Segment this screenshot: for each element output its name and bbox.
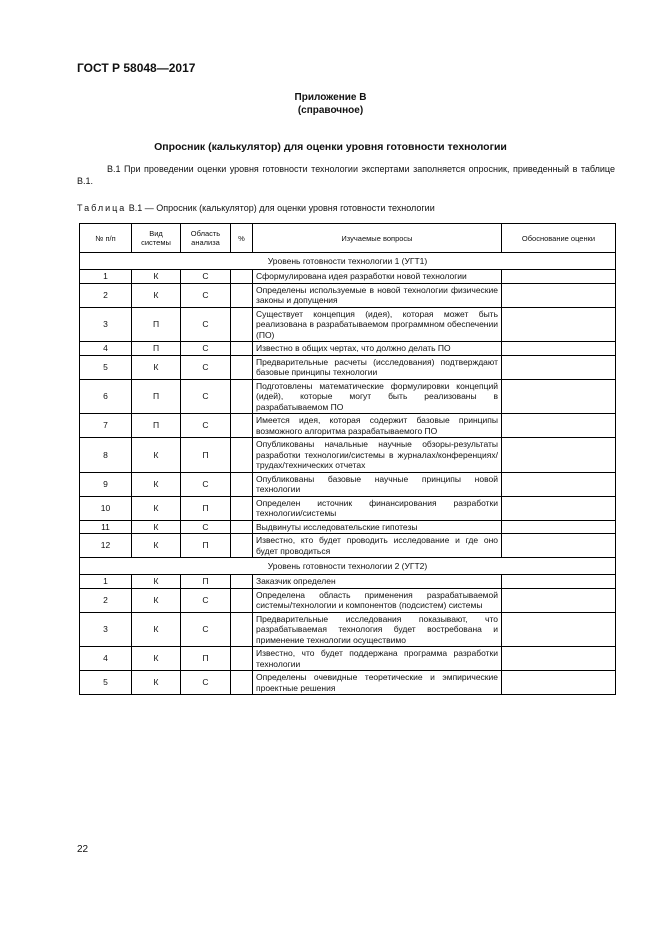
row-number: 1 (80, 575, 132, 589)
row-number: 9 (80, 472, 132, 496)
percent-cell (231, 270, 253, 284)
system-type-cell: К (132, 472, 181, 496)
row-number: 10 (80, 496, 132, 520)
justification-cell (502, 647, 616, 671)
justification-cell (502, 588, 616, 612)
system-type-cell: К (132, 520, 181, 534)
justification-cell (502, 270, 616, 284)
justification-cell (502, 534, 616, 558)
percent-cell (231, 534, 253, 558)
question-cell: Определена область применения разрабатываемой системы/технологии и компонентов (подсистем) системы (253, 588, 502, 612)
analysis-area-cell: С (181, 520, 231, 534)
justification-cell (502, 342, 616, 356)
table-row (80, 307, 616, 342)
intro-paragraph: В.1 При проведении оценки уровня готовности технологии экспертами заполняется опросник, приведенный в таблице В.1. (77, 164, 615, 186)
question-cell: Опубликованы начальные научные обзоры-результаты разработки технологии/системы в журналах/конференциях/трудах/технических отчетах (253, 438, 502, 473)
table-row (80, 283, 616, 307)
table-row (80, 270, 616, 284)
page-number: 22 (77, 844, 89, 855)
table-row (80, 671, 616, 695)
system-type-cell: К (132, 438, 181, 473)
system-type-cell: К (132, 647, 181, 671)
section-title: Опросник (калькулятор) для оценки уровня готовности технологии (154, 141, 507, 153)
question-cell: Подготовлены математические формулировки концепций (идей), которые могут быть реализованы в разрабатываемом ПО (253, 379, 502, 414)
analysis-area-cell: С (181, 588, 231, 612)
row-number: 12 (80, 534, 132, 558)
justification-cell (502, 472, 616, 496)
justification-cell (502, 671, 616, 695)
header-system-type: Вид системы (132, 224, 181, 253)
percent-cell (231, 496, 253, 520)
document-header: ГОСТ Р 58048—2017 (77, 61, 196, 75)
row-number: 5 (80, 355, 132, 379)
row-number: 8 (80, 438, 132, 473)
table-row (80, 647, 616, 671)
analysis-area-cell: С (181, 342, 231, 356)
analysis-area-cell: П (181, 534, 231, 558)
justification-cell (502, 438, 616, 473)
percent-cell (231, 379, 253, 414)
justification-cell (502, 283, 616, 307)
question-cell: Сформулирована идея разработки новой технологии (253, 270, 502, 284)
percent-cell (231, 612, 253, 647)
question-cell: Определены используемые в новой технологии физические законы и допущения (253, 283, 502, 307)
analysis-area-cell: П (181, 496, 231, 520)
question-cell: Опубликованы базовые научные принципы новой технологии (253, 472, 502, 496)
table-row (80, 534, 616, 558)
header-analysis-area: Область анализа (181, 224, 231, 253)
table-caption-prefix: Таблица (77, 203, 127, 213)
row-number: 3 (80, 307, 132, 342)
question-cell: Известно, кто будет проводить исследование и где оно будет проводиться (253, 534, 502, 558)
level-heading-row (80, 253, 616, 270)
question-cell: Предварительные расчеты (исследования) подтверждают базовые принципы технологии (253, 355, 502, 379)
percent-cell (231, 647, 253, 671)
analysis-area-cell: С (181, 355, 231, 379)
justification-cell (502, 496, 616, 520)
percent-cell (231, 438, 253, 473)
row-number: 5 (80, 671, 132, 695)
analysis-area-cell: С (181, 612, 231, 647)
system-type-cell: К (132, 671, 181, 695)
system-type-cell: К (132, 283, 181, 307)
system-type-cell: К (132, 534, 181, 558)
table-row (80, 414, 616, 438)
table-row (80, 496, 616, 520)
question-cell: Выдвинуты исследовательские гипотезы (253, 520, 502, 534)
row-number: 1 (80, 270, 132, 284)
analysis-area-cell: С (181, 307, 231, 342)
question-cell: Заказчик определен (253, 575, 502, 589)
table-row (80, 520, 616, 534)
row-number: 2 (80, 588, 132, 612)
analysis-area-cell: П (181, 575, 231, 589)
header-num: № п/п (80, 224, 132, 253)
header-percent: % (231, 224, 253, 253)
question-cell: Существует концепция (идея), которая может быть реализована в разрабатываемом программном обеспечении (ПО) (253, 307, 502, 342)
row-number: 6 (80, 379, 132, 414)
analysis-area-cell: С (181, 414, 231, 438)
row-number: 7 (80, 414, 132, 438)
percent-cell (231, 355, 253, 379)
system-type-cell: П (132, 307, 181, 342)
question-cell: Предварительные исследования показывают, что разрабатываемая технология будет востребована и применение технологии осуществимо (253, 612, 502, 647)
analysis-area-cell: С (181, 379, 231, 414)
analysis-area-cell: С (181, 472, 231, 496)
table-row (80, 472, 616, 496)
percent-cell (231, 307, 253, 342)
appendix-title: Приложение В (294, 92, 367, 103)
system-type-cell: К (132, 270, 181, 284)
row-number: 4 (80, 342, 132, 356)
system-type-cell: К (132, 355, 181, 379)
system-type-cell: П (132, 379, 181, 414)
table-row (80, 612, 616, 647)
percent-cell (231, 472, 253, 496)
analysis-area-cell: С (181, 283, 231, 307)
percent-cell (231, 520, 253, 534)
analysis-area-cell: С (181, 671, 231, 695)
row-number: 11 (80, 520, 132, 534)
question-cell: Определен источник финансирования разработки технологии/системы (253, 496, 502, 520)
percent-cell (231, 671, 253, 695)
table-row (80, 355, 616, 379)
justification-cell (502, 612, 616, 647)
level-heading-row (80, 558, 616, 575)
system-type-cell: П (132, 414, 181, 438)
percent-cell (231, 342, 253, 356)
table-caption-text: В.1 — Опросник (калькулятор) для оценки уровня готовности технологии (126, 203, 435, 213)
justification-cell (502, 414, 616, 438)
question-cell: Имеется идея, которая содержит базовые принципы возможного алгоритма разрабатываемого ПО (253, 414, 502, 438)
table-row (80, 438, 616, 473)
percent-cell (231, 283, 253, 307)
justification-cell (502, 575, 616, 589)
system-type-cell: К (132, 496, 181, 520)
table-row (80, 342, 616, 356)
percent-cell (231, 588, 253, 612)
question-cell: Известно в общих чертах, что должно делать ПО (253, 342, 502, 356)
level-heading: Уровень готовности технологии 1 (УГТ1) (80, 253, 616, 270)
row-number: 3 (80, 612, 132, 647)
table-row (80, 379, 616, 414)
justification-cell (502, 355, 616, 379)
system-type-cell: К (132, 612, 181, 647)
header-questions: Изучаемые вопросы (253, 224, 502, 253)
table-caption (77, 203, 435, 213)
system-type-cell: К (132, 575, 181, 589)
justification-cell (502, 520, 616, 534)
table-header-row (80, 224, 616, 253)
percent-cell (231, 575, 253, 589)
analysis-area-cell: С (181, 270, 231, 284)
question-cell: Известно, что будет поддержана программа разработки технологии (253, 647, 502, 671)
table-row (80, 588, 616, 612)
justification-cell (502, 307, 616, 342)
row-number: 4 (80, 647, 132, 671)
justification-cell (502, 379, 616, 414)
appendix-note: (справочное) (297, 105, 364, 116)
analysis-area-cell: П (181, 438, 231, 473)
questionnaire-table (79, 223, 616, 695)
level-heading: Уровень готовности технологии 2 (УГТ2) (80, 558, 616, 575)
system-type-cell: К (132, 588, 181, 612)
system-type-cell: П (132, 342, 181, 356)
header-justification: Обоснование оценки (502, 224, 616, 253)
question-cell: Определены очевидные теоретические и эмпирические проектные решения (253, 671, 502, 695)
table-row (80, 575, 616, 589)
percent-cell (231, 414, 253, 438)
row-number: 2 (80, 283, 132, 307)
analysis-area-cell: П (181, 647, 231, 671)
